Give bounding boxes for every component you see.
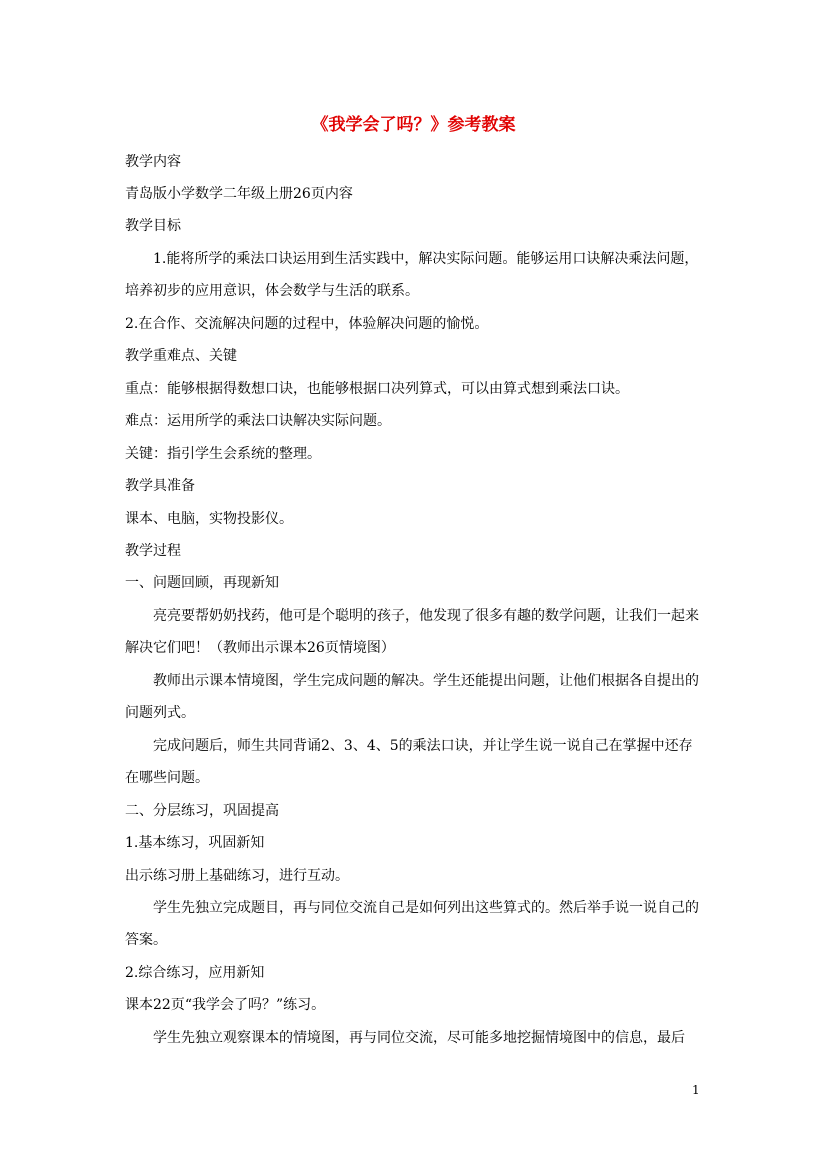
- paragraph: 青岛版小学数学二年级上册26页内容: [125, 186, 353, 202]
- paragraph: 课本22页“我学会了吗？”练习。: [125, 997, 326, 1013]
- section-heading: 教学具准备: [125, 478, 195, 494]
- paragraph: 课本、电脑，实物投影仪。: [125, 511, 293, 527]
- paragraph: 完成问题后，师生共同背诵2、3、4、5的乘法口诀，并让学生说一说自己在掌握中还存在哪些问题。: [125, 738, 693, 786]
- document-title: 《我学会了吗？》参考教案: [311, 115, 516, 135]
- section-heading: 教学过程: [125, 543, 181, 559]
- page-number: 1: [692, 1083, 700, 1097]
- subsection-heading: 二、分层练习，巩固提高: [125, 803, 279, 819]
- paragraph: 重点：能够根据得数想口诀，也能够根据口决列算式，可以由算式想到乘法口诀。: [125, 381, 629, 397]
- subsection-heading: 2.综合练习，应用新知: [125, 965, 265, 981]
- paragraph: 学生先独立观察课本的情境图，再与同位交流，尽可能多地挖掘情境图中的信息，最后: [153, 1030, 685, 1046]
- subsection-heading: 一、问题回顾，再现新知: [125, 575, 279, 591]
- paragraph: 学生先独立完成题目，再与同位交流自己是如何列出这些算式的。然后举手说一说自己的答案。: [125, 900, 699, 948]
- paragraph: 2.在合作、交流解决问题的过程中，体验解决问题的愉悦。: [125, 316, 489, 332]
- paragraph: 出示练习册上基础练习，进行互动。: [125, 868, 349, 884]
- paragraph: 教师出示课本情境图，学生完成问题的解决。学生还能提出问题，让他们根据各自提出的问题列式。: [125, 673, 699, 721]
- paragraph: 难点：运用所学的乘法口诀解决实际问题。: [125, 413, 391, 429]
- section-heading: 教学重难点、关键: [125, 348, 237, 364]
- subsection-heading: 1.基本练习，巩固新知: [125, 835, 265, 851]
- section-heading: 教学目标: [125, 218, 181, 234]
- paragraph: 1.能将所学的乘法口诀运用到生活实践中，解决实际问题。能够运用口诀解决乘法问题，培养初步的应用意识，体会数学与生活的联系。: [125, 251, 699, 299]
- section-heading: 教学内容: [125, 154, 181, 170]
- paragraph: 关键：指引学生会系统的整理。: [125, 446, 321, 462]
- paragraph: 亮亮要帮奶奶找药，他可是个聪明的孩子，他发现了很多有趣的数学问题，让我们一起来解决它们吧！（教师出示课本26页情境图）: [125, 608, 699, 656]
